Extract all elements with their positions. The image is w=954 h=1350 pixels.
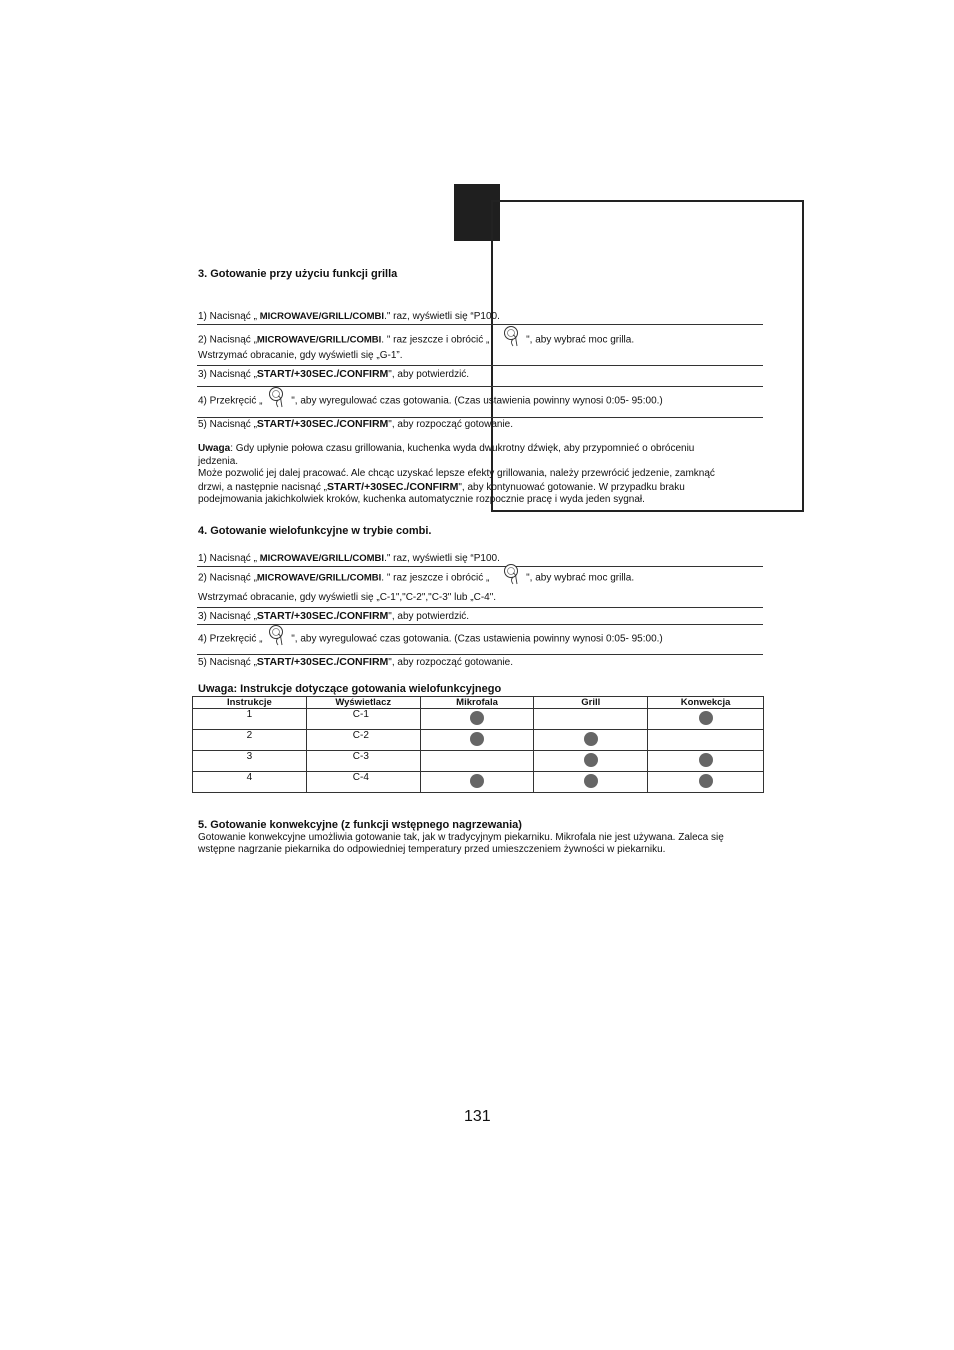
column-header: Wyświetlacz: [306, 697, 420, 709]
section4-step4: 4) Przekręcić „ ", aby wyregulować czas gotowania. (Czas ustawienia powinny wynosi 0:05- 95:00.): [198, 632, 663, 646]
divider: [197, 324, 763, 325]
table-row: [193, 772, 764, 793]
convection-cell: [648, 751, 764, 772]
instruction-number-cell: 2: [193, 730, 307, 751]
rotary-knob-icon: [267, 624, 287, 646]
convection-cell: [648, 772, 764, 793]
display-code-cell: C-3: [306, 751, 420, 772]
convection-cell: [648, 730, 764, 751]
section4-step5: 5) Nacisnąć „START/+30SEC./CONFIRM", aby rozpocząć gotowanie.: [198, 656, 514, 668]
rotary-knob-icon: [502, 563, 522, 585]
section3-title: 3. Gotowanie przy użyciu funkcji grilla: [198, 268, 398, 280]
column-header: Grill: [534, 697, 648, 709]
divider: [197, 607, 763, 608]
display-code-cell: C-4: [306, 772, 420, 793]
divider: [197, 365, 763, 366]
grill-cell: [534, 751, 648, 772]
microwave-cell: [420, 730, 534, 751]
grill-cell: [534, 709, 648, 730]
column-header: Instrukcje: [193, 697, 307, 709]
section4-step2: 2) Nacisnąć „MICROWAVE/GRILL/COMBI. " raz jeszcze i obrócić „ ", aby wybrać moc grilla.: [198, 571, 634, 585]
column-header: Konwekcja: [648, 697, 764, 709]
grill-active-dot-icon: [584, 732, 598, 746]
section3-step3: 3) Nacisnąć „START/+30SEC./CONFIRM", aby potwierdzić.: [198, 368, 470, 380]
section5-title: 5. Gotowanie konwekcyjne (z funkcji wstępnego nagrzewania): [198, 819, 522, 831]
section3-step5: 5) Nacisnąć „START/+30SEC./CONFIRM", aby rozpocząć gotowanie.: [198, 418, 514, 430]
convection-cell: [648, 709, 764, 730]
microwave-cell: [420, 709, 534, 730]
combi-instructions-table: [192, 696, 764, 793]
grill-cell: [534, 730, 648, 751]
display-code-cell: C-1: [306, 709, 420, 730]
table-row: [193, 709, 764, 730]
grill-active-dot-icon: [584, 753, 598, 767]
section3-step4: 4) Przekręcić „ ", aby wyregulować czas gotowania. (Czas ustawienia powinny wynosi 0:05- 95:00.): [198, 394, 663, 408]
section3-step1: 1) Nacisnąć „ MICROWAVE/GRILL/COMBI." raz, wyświetli się “P100.: [198, 311, 500, 322]
convection-active-dot-icon: [699, 753, 713, 767]
instruction-number-cell: 4: [193, 772, 307, 793]
instruction-number-cell: 1: [193, 709, 307, 730]
rotary-knob-icon: [267, 386, 287, 408]
section4-step1: 1) Nacisnąć „ MICROWAVE/GRILL/COMBI." raz, wyświetli się “P100.: [198, 553, 500, 564]
instruction-number-cell: 3: [193, 751, 307, 772]
section3-note: Uwaga: Gdy upłynie połowa czasu grillowania, kuchenka wyda dwukrotny dźwięk, aby przypomnieć o obróceniu jedzenia. Może pozwolić jej dalej pracować. Ale chcąc uzyskać lepsze efekty grillowania, należy przewrócić jedzenie, zamknąć drzwi, a następnie nacisnąć „START/+30SEC./CONFIRM", aby kontynuować gotowanie. W przypadku braku podejmowania jakichkolwiek kroków, kuchenka automatycznie rozpocznie pracę i wyda jeden sygnał.: [198, 443, 715, 505]
page-number: 131: [464, 1108, 491, 1125]
convection-active-dot-icon: [699, 711, 713, 725]
divider: [197, 654, 763, 655]
display-code-cell: C-2: [306, 730, 420, 751]
microwave-active-dot-icon: [470, 774, 484, 788]
column-header: Mikrofala: [420, 697, 534, 709]
grill-cell: [534, 772, 648, 793]
rotary-knob-icon: [502, 325, 522, 347]
section4-title: 4. Gotowanie wielofunkcyjne w trybie combi.: [198, 525, 432, 537]
section5-text-line2: wstępne nagrzanie piekarnika do odpowiedniej temperatury przed umieszczeniem żywności w piekarniku.: [198, 844, 666, 855]
section4-step2-line2: Wstrzymać obracanie, gdy wyświetli się „C-1","C-2","C-3" lub „C-4".: [198, 592, 497, 603]
table-row: [193, 730, 764, 751]
section5-text-line1: Gotowanie konwekcyjne umożliwia gotowanie tak, jak w tradycyjnym piekarniku. Mikrofala nie jest używana. Zaleca się: [198, 832, 724, 843]
microwave-active-dot-icon: [470, 732, 484, 746]
divider: [197, 566, 763, 567]
grill-active-dot-icon: [584, 774, 598, 788]
microwave-cell: [420, 751, 534, 772]
microwave-cell: [420, 772, 534, 793]
section3-step2-line2: Wstrzymać obracanie, gdy wyświetli się „G-1”.: [198, 350, 403, 361]
combi-table-title: Uwaga: Instrukcje dotyczące gotowania wielofunkcyjnego: [198, 683, 502, 695]
convection-active-dot-icon: [699, 774, 713, 788]
section3-step2: 2) Nacisnąć „MICROWAVE/GRILL/COMBI. " raz jeszcze i obrócić „ ", aby wybrać moc grilla.: [198, 333, 634, 347]
table-header-row: [193, 697, 764, 709]
microwave-active-dot-icon: [470, 711, 484, 725]
section4-step3: 3) Nacisnąć „START/+30SEC./CONFIRM", aby potwierdzić.: [198, 610, 470, 622]
table-row: [193, 751, 764, 772]
